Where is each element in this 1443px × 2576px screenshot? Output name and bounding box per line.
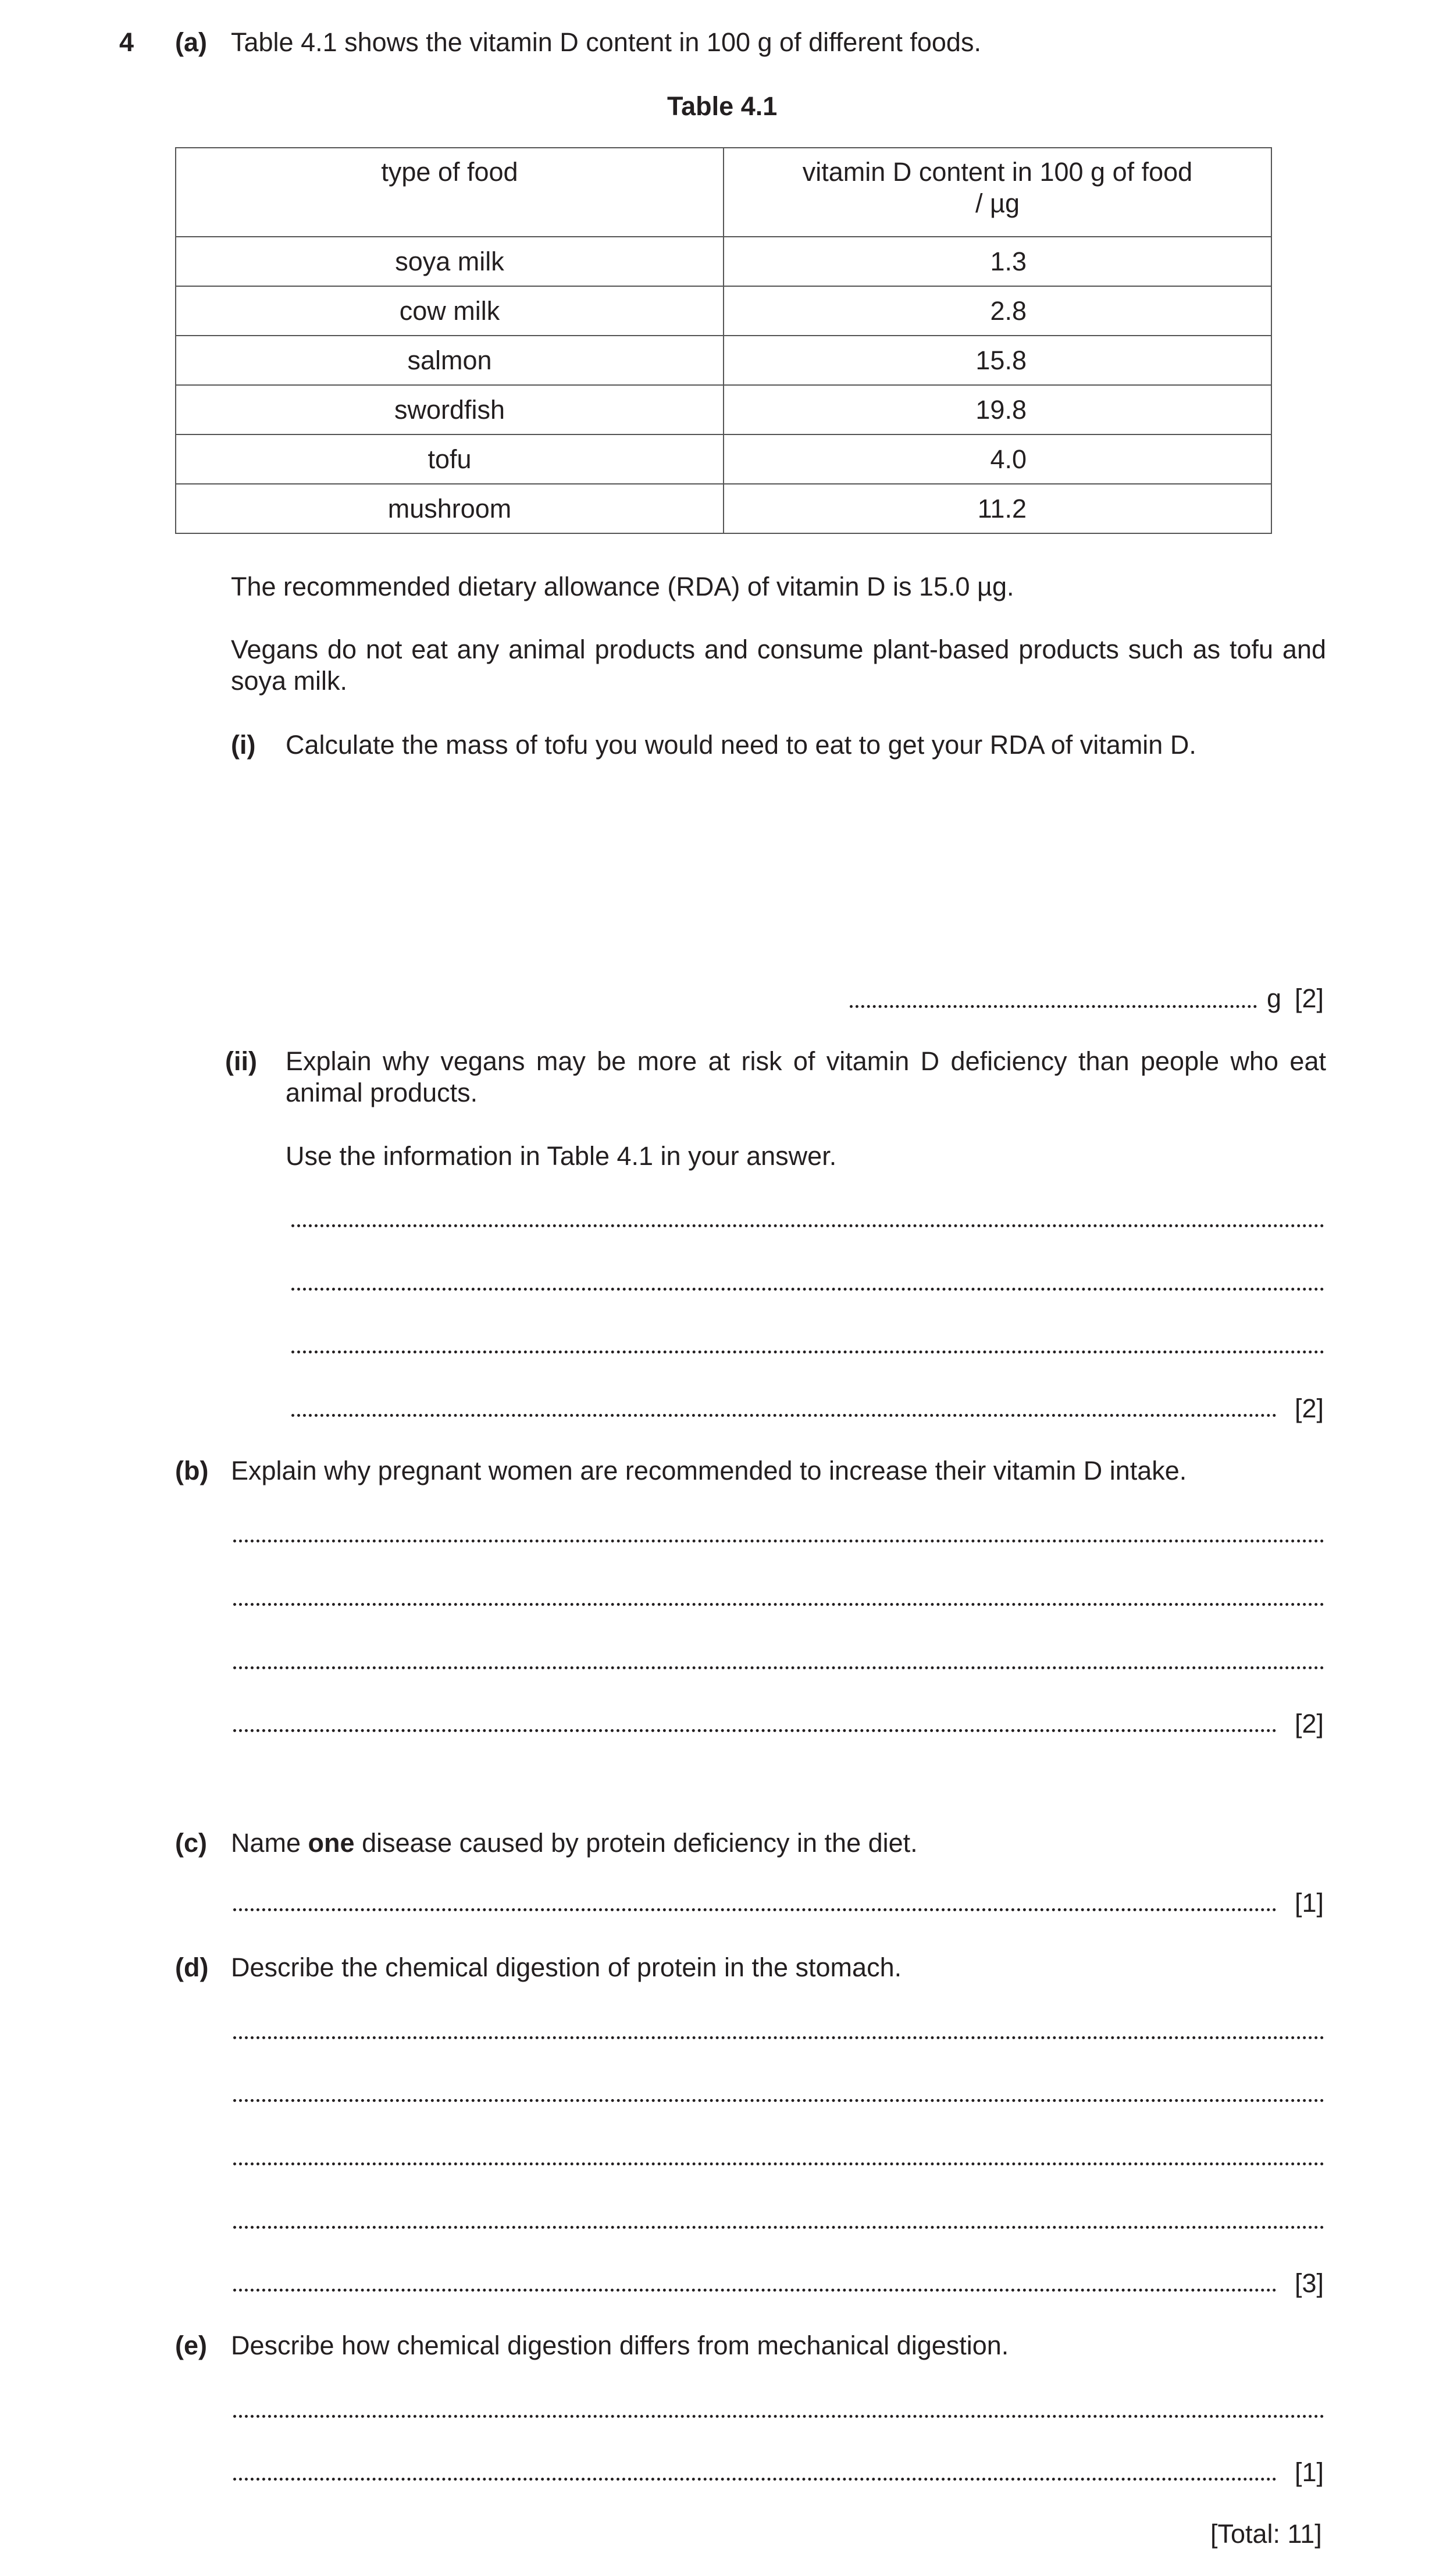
table-cell-food: soya milk — [176, 237, 724, 286]
answer-line-sub-ii-3[interactable] — [291, 1351, 1324, 1353]
table-caption: Table 4.1 — [667, 91, 778, 121]
part-b-marks: [2] — [1295, 1709, 1324, 1738]
answer-line-b-4[interactable] — [233, 1729, 1277, 1732]
part-c-question: Name one disease caused by protein deficiency in the diet. — [231, 1828, 918, 1858]
answer-line-d-5[interactable] — [233, 2289, 1277, 2292]
table-cell-value: 2.8 — [724, 286, 1271, 336]
answer-line-b-2[interactable] — [233, 1603, 1324, 1606]
part-d-label: (d) — [175, 1953, 209, 1982]
table-header-vitamin-d-unit: / µg — [975, 188, 1020, 218]
sub-i-unit: g — [1267, 984, 1282, 1013]
vitamin-d-table — [175, 147, 1272, 534]
answer-line-d-4[interactable] — [233, 2226, 1324, 2229]
table-cell-food: cow milk — [176, 286, 724, 336]
table-cell-food: swordfish — [176, 385, 724, 434]
part-e-label: (e) — [175, 2331, 207, 2360]
sub-ii-instruction: Use the information in Table 4.1 in your answer. — [286, 1141, 837, 1171]
question-total: [Total: 11] — [1210, 2519, 1322, 2549]
vegans-text: Vegans do not eat any animal products and consume plant-based products such as tofu and soya milk. — [231, 635, 1326, 696]
table-cell-food: tofu — [176, 434, 724, 484]
table-cell-food: salmon — [176, 336, 724, 385]
part-c-emphasis: one — [308, 1828, 355, 1858]
table-row — [176, 434, 1271, 484]
answer-line-d-2[interactable] — [233, 2099, 1324, 2102]
table-cell-value: 19.8 — [724, 385, 1271, 434]
table-header-food: type of food — [176, 148, 724, 237]
part-d-question: Describe the chemical digestion of protein in the stomach. — [231, 1953, 902, 1982]
table-row — [176, 237, 1271, 286]
table-cell-value: 11.2 — [724, 484, 1271, 533]
answer-line-b-1[interactable] — [233, 1540, 1324, 1542]
answer-line-d-1[interactable] — [233, 2036, 1324, 2039]
answer-line-sub-i[interactable] — [850, 1005, 1257, 1008]
answer-line-e-2[interactable] — [233, 2478, 1277, 2481]
answer-line-c-1[interactable] — [233, 1908, 1277, 1911]
answer-line-sub-ii-2[interactable] — [291, 1288, 1324, 1291]
part-c-marks: [1] — [1295, 1888, 1324, 1918]
rda-text: The recommended dietary allowance (RDA) of vitamin D is 15.0 µg. — [231, 572, 1014, 601]
sub-i-label: (i) — [231, 730, 256, 760]
table-row — [176, 336, 1271, 385]
table-header-vitamin-d — [724, 148, 1271, 237]
part-e-marks: [1] — [1295, 2457, 1324, 2487]
sub-i-marks: [2] — [1295, 984, 1324, 1013]
part-e-question: Describe how chemical digestion differs from mechanical digestion. — [231, 2331, 1009, 2360]
sub-i-question: Calculate the mass of tofu you would need to eat to get your RDA of vitamin D. — [286, 730, 1196, 760]
table-header-vitamin-d-line1: vitamin D content in 100 g of food — [802, 157, 1193, 187]
part-a-intro: Table 4.1 shows the vitamin D content in 100 g of different foods. — [231, 27, 981, 57]
table-row — [176, 484, 1271, 533]
part-d-marks: [3] — [1295, 2268, 1324, 2298]
sub-ii-label: (ii) — [225, 1046, 257, 1076]
sub-ii-question: Explain why vegans may be more at risk of vitamin D deficiency than people who eat animal products. — [286, 1046, 1326, 1107]
table-cell-value: 1.3 — [724, 237, 1271, 286]
part-c-label: (c) — [175, 1828, 207, 1858]
table-row — [176, 385, 1271, 434]
table-row — [176, 286, 1271, 336]
table-cell-food: mushroom — [176, 484, 724, 533]
part-a-label: (a) — [175, 27, 207, 57]
part-b-label: (b) — [175, 1456, 209, 1485]
table-cell-value: 4.0 — [724, 434, 1271, 484]
answer-line-sub-ii-1[interactable] — [291, 1224, 1324, 1227]
answer-line-sub-ii-4[interactable] — [291, 1414, 1277, 1417]
table-cell-value: 15.8 — [724, 336, 1271, 385]
question-number: 4 — [119, 27, 134, 57]
table-header-row — [176, 148, 1271, 237]
answer-line-b-3[interactable] — [233, 1666, 1324, 1669]
sub-ii-marks: [2] — [1295, 1394, 1324, 1423]
part-b-question: Explain why pregnant women are recommended to increase their vitamin D intake. — [231, 1456, 1187, 1485]
answer-line-e-1[interactable] — [233, 2415, 1324, 2418]
answer-line-d-3[interactable] — [233, 2162, 1324, 2165]
